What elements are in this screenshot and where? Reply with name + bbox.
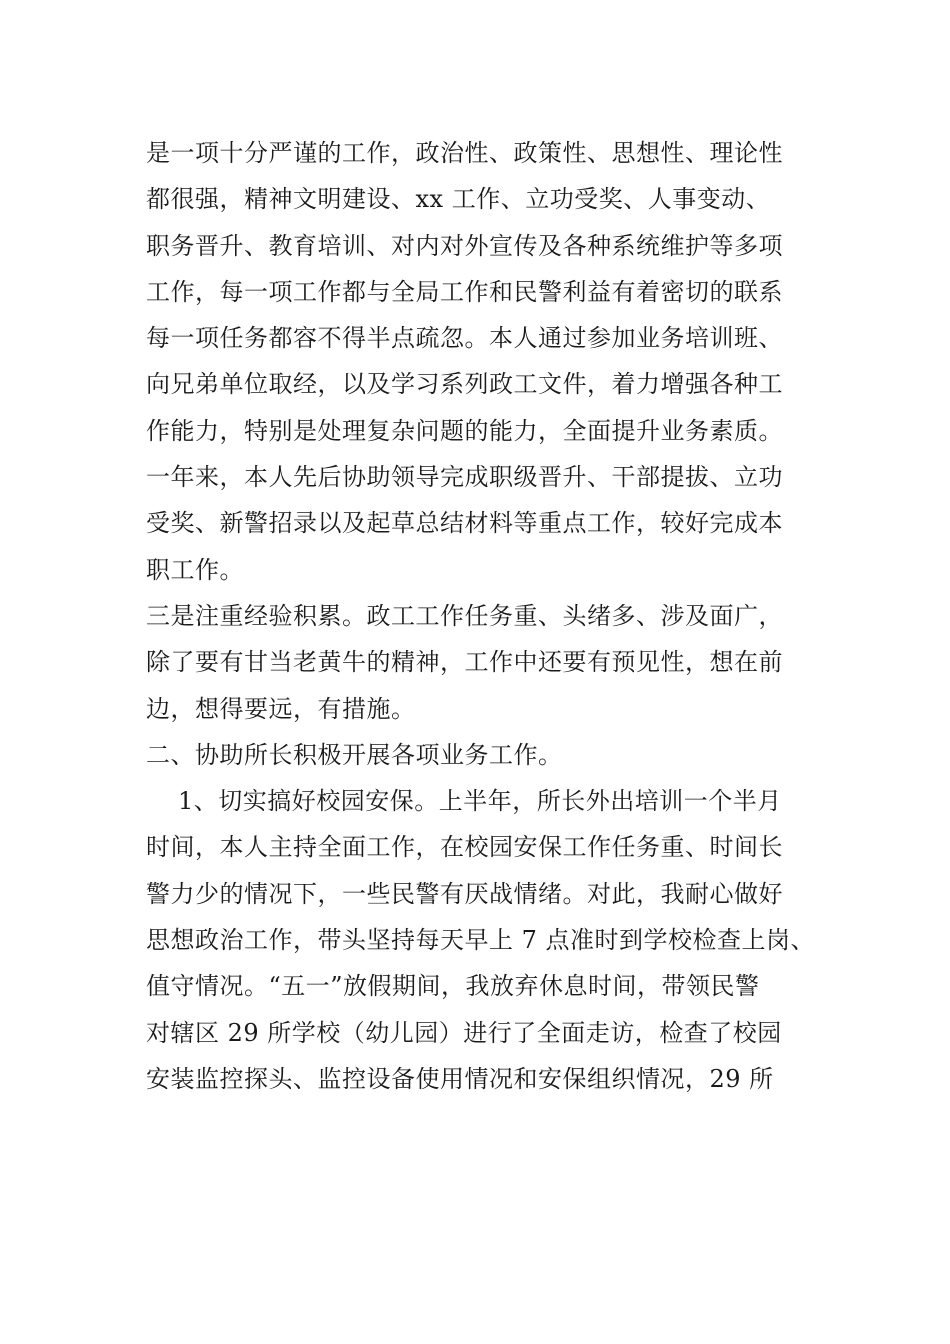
text-line: 边，想得要远，有措施。 — [146, 694, 416, 723]
text-line: 作能力，特别是处理复杂问题的能力，全面提升业务素质。 — [146, 416, 783, 445]
text-line: 时间，本人主持全面工作，在校园安保工作任务重、时间长 — [146, 833, 783, 862]
text-line: 职务晋升、教育培训、对内对外宣传及各种系统维护等多项 — [146, 231, 783, 260]
text-line: 向兄弟单位取经，以及学习系列政工文件，着力增强各种工 — [146, 370, 783, 399]
text-line: 思想政治工作，带头坚持每天早上 7 点准时到学校检查上岗、 — [146, 926, 816, 955]
text-line: 受奖、新警招录以及起草总结材料等重点工作，较好完成本 — [146, 509, 783, 538]
text-line: 除了要有甘当老黄牛的精神，工作中还要有预见性，想在前 — [146, 648, 783, 677]
text-line: 工作，每一项工作都与全局工作和民警利益有着密切的联系 — [146, 277, 783, 306]
text-line: 安装监控探头、监控设备使用情况和安保组织情况，29 所 — [146, 1064, 774, 1093]
text-line: 都很强，精神文明建设、xx 工作、立功受奖、人事变动、 — [146, 185, 771, 214]
text-line: 对辖区 29 所学校（幼儿园）进行了全面走访，检查了校园 — [146, 1018, 782, 1047]
document-body — [146, 130, 826, 1102]
text-line: 职工作。 — [146, 555, 244, 584]
text-line: 一年来，本人先后协助领导完成职级晋升、干部提拔、立功 — [146, 463, 783, 492]
section-heading: 二、协助所长积极开展各项业务工作。 — [146, 740, 563, 769]
section-heading-line: 三是注重经验积累。政工工作任务重、头绪多、涉及面广， — [146, 601, 783, 630]
text-line: 每一项任务都容不得半点疏忽。本人通过参加业务培训班、 — [146, 324, 783, 353]
text-line: 警力少的情况下，一些民警有厌战情绪。对此，我耐心做好 — [146, 879, 783, 908]
text-line: 是一项十分严谨的工作，政治性、政策性、思想性、理论性 — [146, 139, 783, 167]
subsection-heading-line: 1、切实搞好校园安保。上半年，所长外出培训一个半月 — [178, 787, 782, 816]
text-line: 值守情况。“五一”放假期间，我放弃休息时间，带领民警 — [146, 972, 760, 1001]
